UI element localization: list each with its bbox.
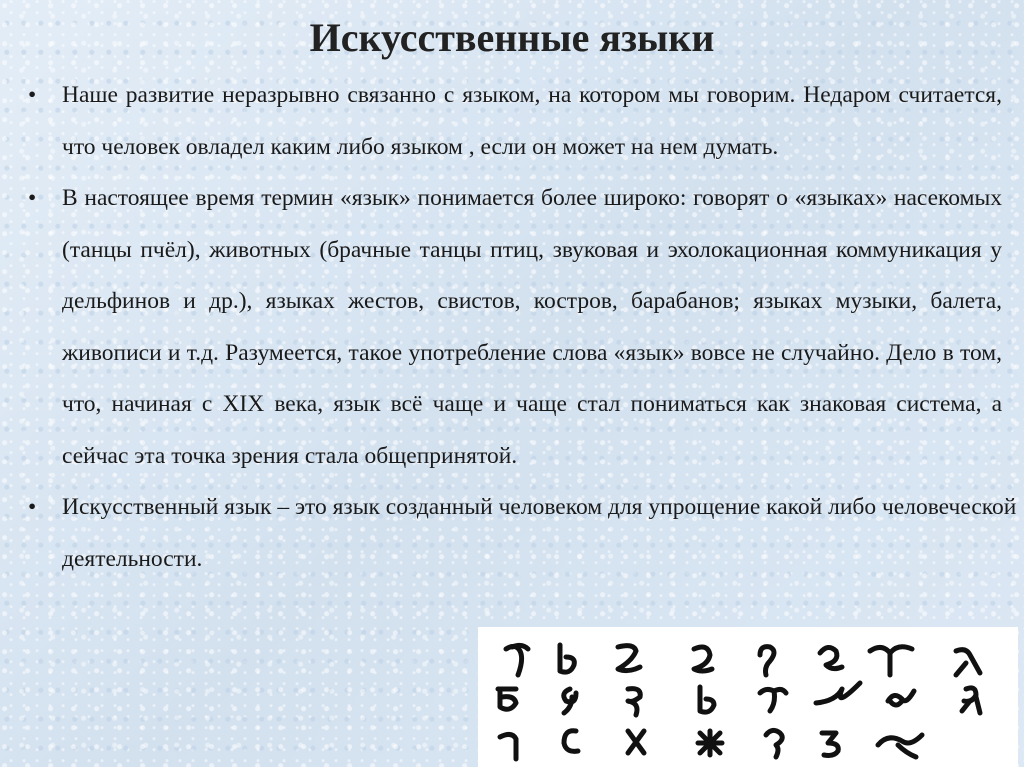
bullet-text-3: Искусственный язык – это язык созданный человеком для упрощение какой либо человеческой деятельности.: [62, 494, 1017, 572]
bullet-item-2: [22, 173, 1002, 482]
bullet-text-2: В настоящее время термин «язык» понимается более широко: говорят о «языках» насекомых (танцы пчёл), животных (брачные танцы птиц, звуковая и эхолокационная коммуникация у дельфинов и др.), языках жестов, свистов, костров, барабанов; языках музыки, балета, живописи и т.д. Разумеется, такое употребление слова «язык» вовсе не случайно. Дело в том, что, начиная с XIX века, язык всё чаще и чаще стал пониматься как знаковая система, а сейчас эта точка зрения стала общепринятой.: [62, 185, 1002, 469]
bullet-list: [22, 70, 1017, 585]
bullet-item-1: [22, 70, 1002, 173]
glyph-alphabet-icon: [478, 627, 1018, 767]
bullet-text-1: Наше развитие неразрывно связанно с языком, на котором мы говорим. Недаром считается, что человек овладел каким либо языком , если он может на нем думать.: [62, 82, 1002, 160]
bullet-icon: •: [28, 494, 37, 520]
bullet-item-3: [22, 482, 1024, 585]
bullet-icon: •: [28, 82, 37, 108]
bullet-icon: •: [28, 185, 37, 211]
slide-title: Искусственные языки: [309, 15, 715, 60]
glyph-alphabet-image: [478, 627, 1018, 767]
